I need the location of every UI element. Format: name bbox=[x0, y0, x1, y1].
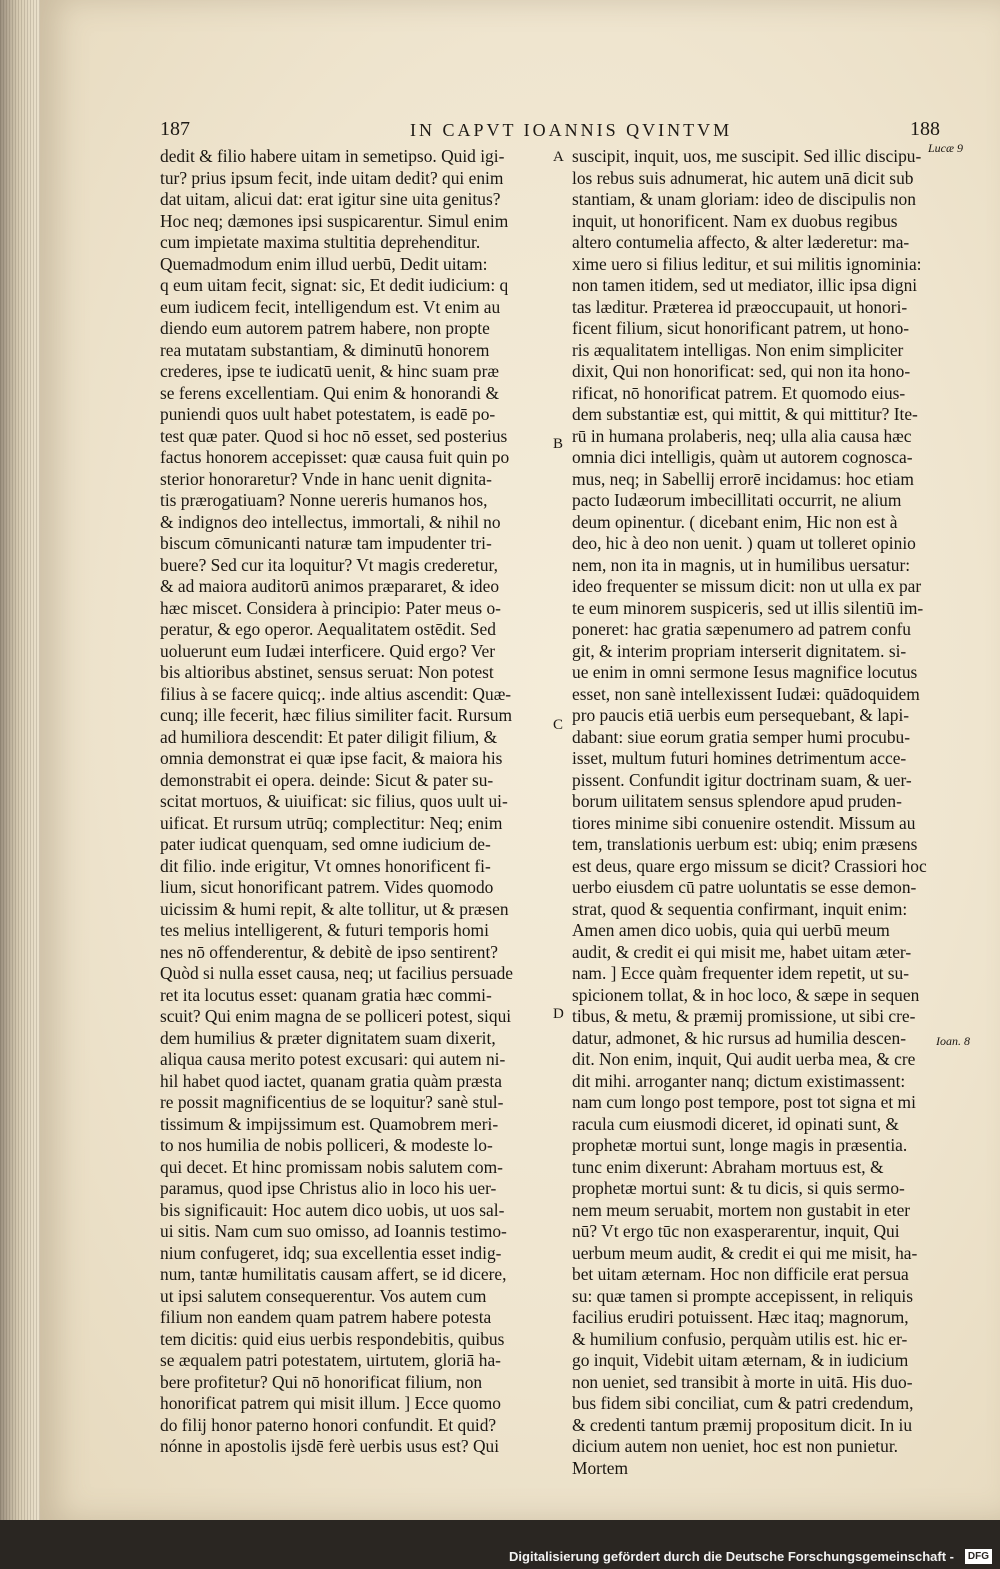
left-column-line: scuit? Qui enim magna de se polliceri potest, siqui bbox=[160, 1006, 512, 1026]
left-column-line: ad humiliora descendit: Et pater diligit filium, & bbox=[160, 726, 498, 747]
margin-note-john: Ioan. 8 bbox=[936, 1034, 970, 1048]
right-column-line: est deus, quare ergo missum se dicit? Crassiori hoc bbox=[572, 855, 927, 876]
left-column-line: Hoc neq; dæmones ipsi suspicarentur. Simul enim bbox=[160, 210, 509, 231]
right-column-line: ris æqualitatem intelligas. Non enim simpliciter bbox=[572, 339, 904, 360]
section-letter-d: D bbox=[553, 1006, 564, 1022]
left-column-line: se ferens excellentiam. Qui enim & honorandi & bbox=[160, 382, 500, 403]
right-column-line: prophetæ mortui sunt: & tu dicis, si quis sermo- bbox=[572, 1178, 905, 1198]
dfg-logo: DFG bbox=[965, 1549, 992, 1564]
left-column-line: paramus, quod ipse Christus alio in loco his uer- bbox=[160, 1178, 497, 1198]
right-column-line: Amen amen dico uobis, quia qui uerbū meum bbox=[572, 920, 890, 940]
left-column-line: tissimum & impijssimum est. Quamobrem meri- bbox=[160, 1113, 499, 1134]
right-column-line: los rebus suis adnumerat, hic autem unā dicit sub bbox=[572, 167, 914, 188]
right-column-line: strat, quod & sequentia confirmant, inquit enim: bbox=[572, 898, 908, 919]
left-column-line: tis prærogatiuam? Nonne uereris humanos hos, bbox=[160, 490, 488, 510]
left-column-line: Quemadmodum enim illud uerbū, Dedit uitam: bbox=[160, 253, 488, 274]
right-column-line: nū? Vt ergo tūc non exasperarentur, inquit, Qui bbox=[572, 1221, 900, 1241]
left-column-line: ret ita locutus esset: quanam gratia hæc commi- bbox=[160, 984, 492, 1005]
left-column-line: bis significauit: Hoc autem dico uobis, ut uos sal- bbox=[160, 1199, 505, 1220]
left-column-line: eum iudicem fecit, intelligendum est. Vt enim au bbox=[160, 296, 501, 317]
left-column-line: aliqua causa merito potest excusari: qui autem ni- bbox=[160, 1049, 506, 1069]
right-column-line: go inquit, Videbit uitam æternam, & in iudicium bbox=[572, 1350, 909, 1370]
left-column-line: dit filio. inde erigitur, Vt omnes honorificent fi- bbox=[160, 855, 491, 876]
right-column-line: esset, non sanè intellexissent Iudæi: quādoquidem bbox=[572, 683, 920, 704]
left-column-line: lium, sicut honorificant patrem. Vides quomodo bbox=[160, 877, 494, 897]
right-column-line: & credenti tantum præmij propositum dicit. In iu bbox=[572, 1414, 913, 1435]
left-column-line: dat uitam, alicui dat: erat igitur sine uita genitus? bbox=[160, 189, 501, 209]
right-column-line: mus, neq; in Sabellij errorē incidamus: hoc etiam bbox=[572, 468, 914, 489]
left-column-line: re possit magnificentius de se loquitur? sanè stul- bbox=[160, 1092, 504, 1112]
right-column-line: ideo frequenter se missum dicit: non ut ulla ex par bbox=[572, 576, 922, 596]
right-column-line: spicionem tollat, & in hoc loco, & sæpe in sequen bbox=[572, 984, 920, 1005]
left-column-line: to nos humilia de nobis polliceri, & modeste lo- bbox=[160, 1135, 493, 1155]
footer-bar bbox=[0, 1545, 1000, 1569]
right-column-line: ue enim in omni sermone Iesus magnifice locutus bbox=[572, 662, 918, 682]
left-column-line: tem dicitis: quid eius uerbis respondebitis, quibus bbox=[160, 1328, 505, 1349]
right-column-line: suscipit, inquit, uos, me suscipit. Sed illic discipu- bbox=[572, 146, 922, 166]
left-column-line: uoluerunt eum Iudæi interficere. Quid ergo? Ver bbox=[160, 640, 495, 661]
right-column-line: prophetæ mortui sunt, longe magis in præsentia. bbox=[572, 1135, 908, 1155]
right-column-line: dem substantiæ est, qui mittit, & qui mittitur? Ite- bbox=[572, 404, 918, 424]
left-column-line: sterior honoraretur? Vnde in hanc uenit dignita- bbox=[160, 468, 492, 489]
right-column-line: rificat, nō honorificat patrem. Et quomodo eius- bbox=[572, 382, 906, 403]
left-column-line: bere profitetur? Qui nō honorificat filium, non bbox=[160, 1371, 483, 1392]
left-column-line: pater iudicat quenquam, sed omne iudicium de- bbox=[160, 834, 491, 854]
left-column-line: test quæ pater. Quod si hoc nō esset, sed posterius bbox=[160, 425, 508, 446]
right-column-line: borum uilitatem sensus splendore apud pruden- bbox=[572, 791, 902, 811]
left-column-line: omnia demonstrat ei quæ ipse facit, & maiora his bbox=[160, 748, 503, 768]
right-column-line: nam. ] Ecce quàm frequenter idem repetit, ut su- bbox=[572, 963, 910, 983]
page-number-left: 187 bbox=[160, 118, 190, 140]
right-column-line: poneret: hac gratia sæpenumero ad patrem confu bbox=[572, 619, 911, 639]
right-column-line: dabant: siue eorum gratia semper humi procubu- bbox=[572, 726, 911, 747]
right-column-line: rū in humana prolaberis, neq; ulla alia causa hæc bbox=[572, 425, 912, 446]
right-column-line: audit, & credit ei qui misit me, habet uitam æter- bbox=[572, 941, 912, 962]
right-column-line: tem, translationis uerbum est: ubiq; enim præsens bbox=[572, 834, 918, 854]
right-column-line: pacto Iudæorum imbecillitati occurrit, ne alium bbox=[572, 490, 902, 510]
left-column-line: factus honorem accepisset: quæ causa fuit quin po bbox=[160, 447, 510, 467]
right-column-line: pro paucis etiā uerbis eum persequebant, & lapi- bbox=[572, 705, 910, 725]
left-column-line: cunq; ille fecerit, hæc filius similiter facit. Rursum bbox=[160, 705, 513, 725]
right-text-column bbox=[572, 146, 932, 1478]
right-column-line: te eum minorem suspiceris, sed ut illis silentiū im- bbox=[572, 597, 924, 618]
left-column-line: bis altioribus abstinet, sensus seruat: Non potest bbox=[160, 662, 494, 682]
right-column-line: git, & interim propriam interserit dignitatem. si- bbox=[572, 640, 907, 661]
left-column-line: filium non eandem quam patrem habere potesta bbox=[160, 1307, 492, 1327]
right-column-line: pissent. Confundit igitur doctrinam suam, & uer- bbox=[572, 769, 912, 790]
right-column-line: racula cum eiusmodi diceret, id opinati sunt, & bbox=[572, 1113, 899, 1134]
left-column-line: tur? prius ipsum fecit, inde uitam dedit? qui enim bbox=[160, 167, 504, 188]
right-column-line: tiores minime sibi conuenire ostendit. Missum au bbox=[572, 812, 916, 833]
right-column-line: ficent filium, sicut honorificant patrem, ut hono- bbox=[572, 318, 910, 338]
left-column-line: peratur, & ego operor. Aequalitatem ostēdit. Sed bbox=[160, 619, 496, 639]
left-column-line: dedit & filio habere uitam in semetipso. Quid igi- bbox=[160, 146, 505, 166]
right-column-line: omnia dici intelligis, quàm ut autorem cognosca- bbox=[572, 447, 913, 467]
left-column-line: nium confugeret, idq; sua excellentia esset indig- bbox=[160, 1242, 502, 1263]
right-column-line: non ueniet, sed transibit à morte in uitā. His duo- bbox=[572, 1371, 913, 1392]
left-column-line: nónne in apostolis ijsdē ferè uerbis usus est? Qui bbox=[160, 1436, 500, 1456]
right-column-line: dit. Non enim, inquit, Qui audit uerba mea, & cre bbox=[572, 1049, 916, 1069]
left-column-line: nes nō offenderentur, & debitè de ipso sentirent? bbox=[160, 941, 498, 962]
right-column-line: tunc enim dixerunt: Abraham mortuus est, & bbox=[572, 1156, 884, 1177]
left-column-line: hil habet quod iactet, quanam gratia quàm præsta bbox=[160, 1070, 502, 1091]
left-column-line: buere? Sed cur ita loquitur? Vt magis crederetur, bbox=[160, 554, 498, 575]
left-column-line: honorificat patrem qui misit illum. ] Ecce quomo bbox=[160, 1393, 501, 1413]
right-column-line: uerbo eiusdem cū patre uoluntatis se esse demon- bbox=[572, 877, 917, 897]
right-column-line: deum opinentur. ( dicebant enim, Hic non est à bbox=[572, 511, 898, 532]
left-column-line: Quòd si nulla esset causa, neq; ut facilius persuade bbox=[160, 963, 514, 983]
left-column-line: crederes, ipse te iudicatū uenit, & hinc suam præ bbox=[160, 361, 500, 381]
section-letter-c: C bbox=[553, 717, 564, 733]
left-column-line: cum impietate maxima stultitia deprehenditur. bbox=[160, 232, 481, 252]
page-number-right: 188 bbox=[910, 118, 940, 140]
right-column-line: stantiam, & unam gloriam: ideo de discipulis non bbox=[572, 189, 916, 209]
left-column-line: num, tantæ humilitatis causam affert, se id dicere, bbox=[160, 1264, 507, 1284]
left-column-line: q eum uitam fecit, signat: sic, Et dedit iudicium: q bbox=[160, 275, 509, 295]
right-column-line: altero contumelia affecto, & alter læderetur: ma- bbox=[572, 232, 910, 252]
margin-note-luke: Lucæ 9 bbox=[928, 141, 964, 155]
right-column-line: nem, non ita in magnis, ut in humilibus uersatur: bbox=[572, 554, 911, 575]
left-column-line: & indignos deo intellectus, immortali, & nihil no bbox=[160, 511, 501, 532]
right-column-line: non tamen itidem, sed ut mediator, illic ipsa digni bbox=[572, 275, 918, 295]
right-column-line: tibus, & metu, & præmij promissione, ut sibi cre- bbox=[572, 1006, 916, 1026]
left-column-line: qui decet. Et hinc promissam nobis salutem com- bbox=[160, 1156, 503, 1177]
right-column-line: deo, hic à deo non uenit. ) quam ut tolleret opinio bbox=[572, 533, 916, 553]
left-column-line: filius à se facere quicq;. inde altius ascendit: Quæ- bbox=[160, 683, 512, 704]
left-column-line: ut ipsi salutem consequerentur. Vos autem cum bbox=[160, 1285, 487, 1306]
left-column-line: uificat. Et rursum utrūq; complectitur: Neq; enim bbox=[160, 812, 503, 833]
right-column-line: xime uero si filius leditur, et sui militis ignominia: bbox=[572, 253, 922, 274]
right-column-line: bet uitam æternam. Hoc non difficile erat persua bbox=[572, 1264, 909, 1284]
left-column-line: puniendi quos uult habet potestatem, is eadē po- bbox=[160, 404, 496, 424]
right-column-line: inquit, ut honorificent. Nam ex duobus regibus bbox=[572, 210, 898, 231]
right-column-line: Mortem bbox=[572, 1457, 629, 1478]
right-column-line: nam cum longo post tempore, post tot signa et mi bbox=[572, 1092, 916, 1112]
left-column-line: scitat mortuos, & uiuificat: sic filius, quos uult ui- bbox=[160, 791, 508, 811]
left-column-line: ui sitis. Nam cum suo omisso, ad Ioannis testimo- bbox=[160, 1221, 507, 1241]
right-column-line: dicium autem non ueniet, hoc est non punietur. bbox=[572, 1436, 899, 1456]
right-column-line: & humilium confusio, perquàm utilis est. hic er- bbox=[572, 1328, 908, 1349]
section-letter-b: B bbox=[553, 436, 564, 452]
right-column-line: dixit, Qui non honorificat: sed, qui non ita hono- bbox=[572, 361, 911, 381]
left-column-line: do filij honor paterno honori confundit. Et quid? bbox=[160, 1414, 497, 1435]
left-column-line: se æqualem patri potestatem, uirtutem, gloriā ha- bbox=[160, 1350, 501, 1370]
left-column-line: hæc miscet. Considera à principio: Pater meus o- bbox=[160, 597, 501, 618]
right-column-line: facilius erudiri potuissent. Hæc itaq; magnorum, bbox=[572, 1307, 909, 1327]
right-column-line: nem meum seruabit, mortem non gustabit in eter bbox=[572, 1199, 911, 1220]
right-column-line: isset, multum futuri homines detrimentum acce- bbox=[572, 748, 907, 768]
funding-credit: Digitalisierung gefördert durch die Deutsche Forschungsgemeinschaft - bbox=[509, 1549, 954, 1564]
left-column-line: uicissim & humi repit, & alte tollitur, ut & præsen bbox=[160, 898, 509, 919]
right-column-line: bus fidem sibi conciliat, cum & patri credendum, bbox=[572, 1393, 914, 1413]
right-column-line: tas læditur. Præterea id præoccupauit, ut honori- bbox=[572, 296, 908, 317]
right-column-line: su: quæ tamen si prompte accepissent, in reliquis bbox=[572, 1285, 913, 1306]
right-column-line: datur, admonet, & hic rursus ad humilia descen- bbox=[572, 1027, 906, 1048]
left-column-line: dem humilius & præter dignitatem suam dixerit, bbox=[160, 1027, 496, 1048]
right-column-line: dit mihi. arroganter nanq; dictum existimassent: bbox=[572, 1070, 906, 1091]
running-head bbox=[160, 118, 940, 148]
left-column-line: diendo eum autorem patrem habere, non propte bbox=[160, 318, 490, 338]
left-column-line: biscum cōmunicanti naturæ tam impudenter tri- bbox=[160, 533, 492, 553]
right-column-line: uerbum meum audit, & credit ei qui me misit, ha- bbox=[572, 1242, 918, 1263]
left-column-line: rea mutatam substantiam, & diminutū honorem bbox=[160, 339, 490, 360]
left-column-line: & ad maiora auditorū animos præpararet, & ideo bbox=[160, 576, 500, 596]
running-title: IN CAPVT IOANNIS QVINTVM bbox=[410, 120, 733, 140]
left-text-column bbox=[160, 146, 552, 1456]
section-letter-a: A bbox=[553, 149, 564, 165]
left-column-line: demonstrabit ei opera. deinde: Sicut & pater su- bbox=[160, 769, 494, 790]
left-column-line: tes melius intelligerent, & futuri temporis homi bbox=[160, 920, 489, 940]
